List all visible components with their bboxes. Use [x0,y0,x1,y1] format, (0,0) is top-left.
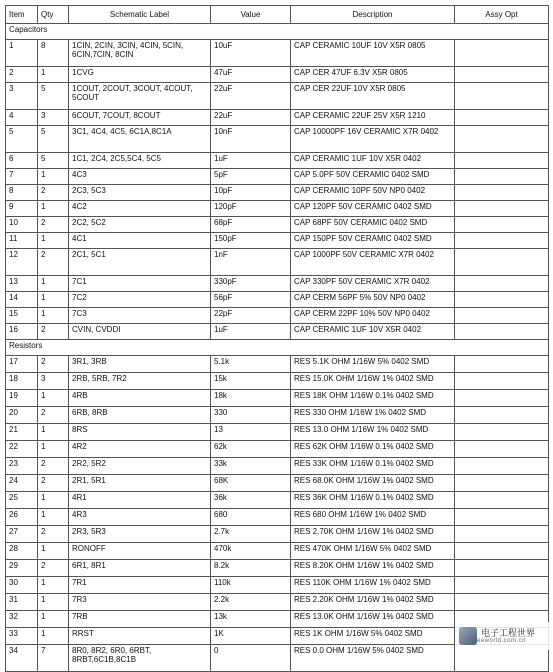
qty-cell: 1 [38,233,69,249]
item-cell: 5 [6,126,38,153]
schematic-label-cell: 7C2 [69,292,211,308]
value-cell: 330pF [211,276,291,292]
description-cell: RES 13.0K OHM 1/16W 1% 0402 SMD [291,611,455,628]
table-row [6,543,549,560]
assy-opt-cell [455,526,549,543]
description-cell: CAP CERAMIC 10UF 10V X5R 0805 [291,40,455,67]
schematic-label-cell: 3C1, 4C4, 4C5, 6C1A,8C1A [69,126,211,153]
table-row [6,577,549,594]
table-row [6,441,549,458]
description-cell: CAP CERAMIC 22UF 25V X5R 1210 [291,110,455,126]
assy-opt-cell [455,356,549,373]
header-assy-opt: Assy Opt [455,6,549,24]
qty-cell: 2 [38,249,69,276]
item-cell: 32 [6,611,38,628]
item-cell: 1 [6,40,38,67]
item-cell: 24 [6,475,38,492]
assy-opt-cell [455,594,549,611]
value-cell: 10nF [211,126,291,153]
table-row [6,475,549,492]
schematic-label-cell: CVIN, CVDDI [69,324,211,340]
value-cell: 47uF [211,67,291,83]
value-cell: 5pF [211,169,291,185]
value-cell: 1nF [211,249,291,276]
description-cell: CAP 120PF 50V CERAMIC 0402 SMD [291,201,455,217]
schematic-label-cell: 4C3 [69,169,211,185]
schematic-label-cell: 1COUT, 2COUT, 3COUT, 4COUT, 5COUT [69,83,211,110]
assy-opt-cell [455,217,549,233]
qty-cell: 2 [38,324,69,340]
qty-cell: 1 [38,543,69,560]
schematic-label-cell: 1C1, 2C4, 2C5,5C4, 5C5 [69,153,211,169]
table-row [6,217,549,233]
assy-opt-cell [455,201,549,217]
description-cell: RES 13.0 OHM 1/16W 1% 0402 SMD [291,424,455,441]
schematic-label-cell: 1CVG [69,67,211,83]
table-row [6,390,549,407]
value-cell: 22uF [211,83,291,110]
item-cell: 13 [6,276,38,292]
qty-cell: 1 [38,67,69,83]
value-cell: 1K [211,628,291,645]
item-cell: 34 [6,645,38,672]
assy-opt-cell [455,83,549,110]
assy-opt-cell [455,492,549,509]
description-cell: CAP 10000PF 16V CERAMIC X7R 0402 [291,126,455,153]
table-row [6,526,549,543]
table-row [6,560,549,577]
description-cell: RES 110K OHM 1/16W 1% 0402 SMD [291,577,455,594]
value-cell: 1uF [211,324,291,340]
item-cell: 8 [6,185,38,201]
qty-cell: 2 [38,407,69,424]
table-row [6,308,549,324]
description-cell: CAP CER 47UF 6.3V X5R 0805 [291,67,455,83]
assy-opt-cell [455,126,549,153]
table-row [6,492,549,509]
item-cell: 4 [6,110,38,126]
table-row [6,126,549,153]
schematic-label-cell: 4R3 [69,509,211,526]
description-cell: CAP 1000PF 50V CERAMIC X7R 0402 [291,249,455,276]
section-row [6,24,549,40]
header-value: Value [211,6,291,24]
item-cell: 18 [6,373,38,390]
qty-cell: 1 [38,292,69,308]
table-row [6,185,549,201]
description-cell: RES 470K OHM 1/16W 5% 0402 SMD [291,543,455,560]
schematic-label-cell: 2R1, 5R1 [69,475,211,492]
item-cell: 23 [6,458,38,475]
schematic-label-cell: 4C1 [69,233,211,249]
item-cell: 2 [6,67,38,83]
schematic-label-cell: 7C3 [69,308,211,324]
value-cell: 10uF [211,40,291,67]
table-row [6,373,549,390]
table-row [6,356,549,373]
value-cell: 56pF [211,292,291,308]
qty-cell: 2 [38,185,69,201]
description-cell: CAP 150PF 50V CERAMIC 0402 SMD [291,233,455,249]
section-row [6,340,549,356]
section-title: Capacitors [6,24,549,40]
item-cell: 20 [6,407,38,424]
schematic-label-cell: RONOFF [69,543,211,560]
assy-opt-cell [455,543,549,560]
qty-cell: 2 [38,458,69,475]
description-cell: RES 18K OHM 1/16W 0.1% 0402 SMD [291,390,455,407]
item-cell: 12 [6,249,38,276]
value-cell: 10pF [211,185,291,201]
value-cell: 22pF [211,308,291,324]
assy-opt-cell [455,560,549,577]
item-cell: 14 [6,292,38,308]
description-cell: CAP CER 22UF 10V X5R 0805 [291,83,455,110]
item-cell: 27 [6,526,38,543]
assy-opt-cell [455,390,549,407]
qty-cell: 3 [38,110,69,126]
assy-opt-cell [455,153,549,169]
item-cell: 22 [6,441,38,458]
description-cell: RES 62K OHM 1/16W 0.1% 0402 SMD [291,441,455,458]
qty-cell: 2 [38,217,69,233]
description-cell: RES 8.20K OHM 1/16W 1% 0402 SMD [291,560,455,577]
item-cell: 33 [6,628,38,645]
assy-opt-cell [455,110,549,126]
watermark [455,622,551,650]
qty-cell: 5 [38,126,69,153]
schematic-label-cell: 2C2, 5C2 [69,217,211,233]
value-cell: 36k [211,492,291,509]
value-cell: 330 [211,407,291,424]
value-cell: 13k [211,611,291,628]
schematic-label-cell: 4RB [69,390,211,407]
schematic-label-cell: 6R1, 8R1 [69,560,211,577]
bom-table [5,5,549,672]
header-description: Description [291,6,455,24]
assy-opt-cell [455,276,549,292]
value-cell: 680 [211,509,291,526]
assy-opt-cell [455,475,549,492]
qty-cell: 1 [38,509,69,526]
schematic-label-cell: RRST [69,628,211,645]
schematic-label-cell: 6RB, 8RB [69,407,211,424]
table-row [6,594,549,611]
item-cell: 11 [6,233,38,249]
item-cell: 21 [6,424,38,441]
watermark-subtext: eeworld.com.cn [477,638,527,644]
value-cell: 13 [211,424,291,441]
value-cell: 1uF [211,153,291,169]
table-row [6,276,549,292]
header-qty: Qty [38,6,69,24]
header-row [6,6,549,24]
qty-cell: 2 [38,356,69,373]
schematic-label-cell: 3R1, 3RB [69,356,211,373]
table-row [6,169,549,185]
qty-cell: 1 [38,390,69,407]
table-row [6,83,549,110]
qty-cell: 1 [38,424,69,441]
table-row [6,40,549,67]
item-cell: 3 [6,83,38,110]
schematic-label-cell: 8RS [69,424,211,441]
value-cell: 5.1k [211,356,291,373]
description-cell: CAP CERM 56PF 5% 50V NP0 0402 [291,292,455,308]
assy-opt-cell [455,458,549,475]
qty-cell: 1 [38,577,69,594]
header-schematic-label: Schematic Label [69,6,211,24]
schematic-label-cell: 4R1 [69,492,211,509]
value-cell: 0 [211,645,291,672]
value-cell: 110k [211,577,291,594]
schematic-label-cell: 2R3, 5R3 [69,526,211,543]
schematic-label-cell: 4R2 [69,441,211,458]
qty-cell: 1 [38,276,69,292]
item-cell: 16 [6,324,38,340]
assy-opt-cell [455,424,549,441]
schematic-label-cell: 6COUT, 7COUT, 8COUT [69,110,211,126]
table-row [6,249,549,276]
schematic-label-cell: 7R1 [69,577,211,594]
qty-cell: 1 [38,201,69,217]
description-cell: CAP 5.0PF 50V CERAMIC 0402 SMD [291,169,455,185]
item-cell: 17 [6,356,38,373]
item-cell: 19 [6,390,38,407]
value-cell: 22uF [211,110,291,126]
table-row [6,67,549,83]
schematic-label-cell: 8R0, 8R2, 6R0, 6RBT, 8RBT,6C1B,8C1B [69,645,211,672]
assy-opt-cell [455,308,549,324]
qty-cell: 5 [38,83,69,110]
table-row [6,233,549,249]
description-cell: CAP 330PF 50V CERAMIC X7R 0402 [291,276,455,292]
value-cell: 470k [211,543,291,560]
qty-cell: 1 [38,308,69,324]
item-cell: 25 [6,492,38,509]
item-cell: 6 [6,153,38,169]
description-cell: RES 680 OHM 1/16W 1% 0402 SMD [291,509,455,526]
description-cell: CAP CERM 22PF 10% 50V NP0 0402 [291,308,455,324]
description-cell: RES 68.0K OHM 1/16W 1% 0402 SMD [291,475,455,492]
qty-cell: 5 [38,153,69,169]
qty-cell: 2 [38,526,69,543]
bom-body [6,24,549,672]
assy-opt-cell [455,67,549,83]
schematic-label-cell: 7C1 [69,276,211,292]
description-cell: RES 33K OHM 1/16W 0.1% 0402 SMD [291,458,455,475]
item-cell: 10 [6,217,38,233]
watermark-logo-icon [459,627,477,645]
assy-opt-cell [455,292,549,308]
qty-cell: 1 [38,611,69,628]
value-cell: 120pF [211,201,291,217]
item-cell: 7 [6,169,38,185]
table-row [6,324,549,340]
description-cell: CAP CERAMIC 1UF 10V X5R 0402 [291,324,455,340]
assy-opt-cell [455,233,549,249]
value-cell: 18k [211,390,291,407]
description-cell: RES 36K OHM 1/16W 0.1% 0402 SMD [291,492,455,509]
qty-cell: 2 [38,475,69,492]
table-row [6,292,549,308]
value-cell: 62k [211,441,291,458]
schematic-label-cell: 2RB, 5RB, 7R2 [69,373,211,390]
item-cell: 28 [6,543,38,560]
qty-cell: 1 [38,594,69,611]
qty-cell: 7 [38,645,69,672]
table-row [6,509,549,526]
assy-opt-cell [455,40,549,67]
table-row [6,458,549,475]
description-cell: RES 15.0K OHM 1/16W 1% 0402 SMD [291,373,455,390]
assy-opt-cell [455,441,549,458]
value-cell: 150pF [211,233,291,249]
value-cell: 33k [211,458,291,475]
table-row [6,110,549,126]
description-cell: RES 5.1K OHM 1/16W 5% 0402 SMD [291,356,455,373]
section-title: Resistors [6,340,549,356]
qty-cell: 3 [38,373,69,390]
table-row [6,424,549,441]
item-cell: 26 [6,509,38,526]
schematic-label-cell: 7RB [69,611,211,628]
qty-cell: 1 [38,441,69,458]
value-cell: 2.7k [211,526,291,543]
qty-cell: 1 [38,628,69,645]
watermark-text: 电子工程世界 [481,628,536,638]
qty-cell: 2 [38,560,69,577]
table-row [6,153,549,169]
description-cell: RES 2.20K OHM 1/16W 1% 0402 SMD [291,594,455,611]
table-row [6,201,549,217]
schematic-label-cell: 4C2 [69,201,211,217]
assy-opt-cell [455,577,549,594]
description-cell: RES 0.0 OHM 1/16W 5% 0402 SMD [291,645,455,672]
description-cell: CAP CERAMIC 10PF 50V NP0 0402 [291,185,455,201]
value-cell: 68K [211,475,291,492]
schematic-label-cell: 2C1, 5C1 [69,249,211,276]
table-row [6,407,549,424]
description-cell: RES 2.70K OHM 1/16W 1% 0402 SMD [291,526,455,543]
qty-cell: 1 [38,169,69,185]
assy-opt-cell [455,169,549,185]
assy-opt-cell [455,185,549,201]
schematic-label-cell: 1CIN, 2CIN, 3CIN, 4CIN, 5CIN, 6CIN,7CIN, 8CIN [69,40,211,67]
assy-opt-cell [455,249,549,276]
schematic-label-cell: 2C3, 5C3 [69,185,211,201]
item-cell: 15 [6,308,38,324]
description-cell: CAP CERAMIC 1UF 10V X5R 0402 [291,153,455,169]
item-cell: 9 [6,201,38,217]
qty-cell: 1 [38,492,69,509]
header-item: Item [6,6,38,24]
assy-opt-cell [455,373,549,390]
description-cell: CAP 68PF 50V CERAMIC 0402 SMD [291,217,455,233]
item-cell: 31 [6,594,38,611]
value-cell: 2.2k [211,594,291,611]
schematic-label-cell: 2R2, 5R2 [69,458,211,475]
item-cell: 30 [6,577,38,594]
assy-opt-cell [455,509,549,526]
item-cell: 29 [6,560,38,577]
description-cell: RES 1K OHM 1/16W 5% 0402 SMD [291,628,455,645]
value-cell: 68pF [211,217,291,233]
assy-opt-cell [455,407,549,424]
schematic-label-cell: 7R3 [69,594,211,611]
assy-opt-cell [455,324,549,340]
qty-cell: 8 [38,40,69,67]
description-cell: RES 330 OHM 1/16W 1% 0402 SMD [291,407,455,424]
value-cell: 15k [211,373,291,390]
value-cell: 8.2k [211,560,291,577]
